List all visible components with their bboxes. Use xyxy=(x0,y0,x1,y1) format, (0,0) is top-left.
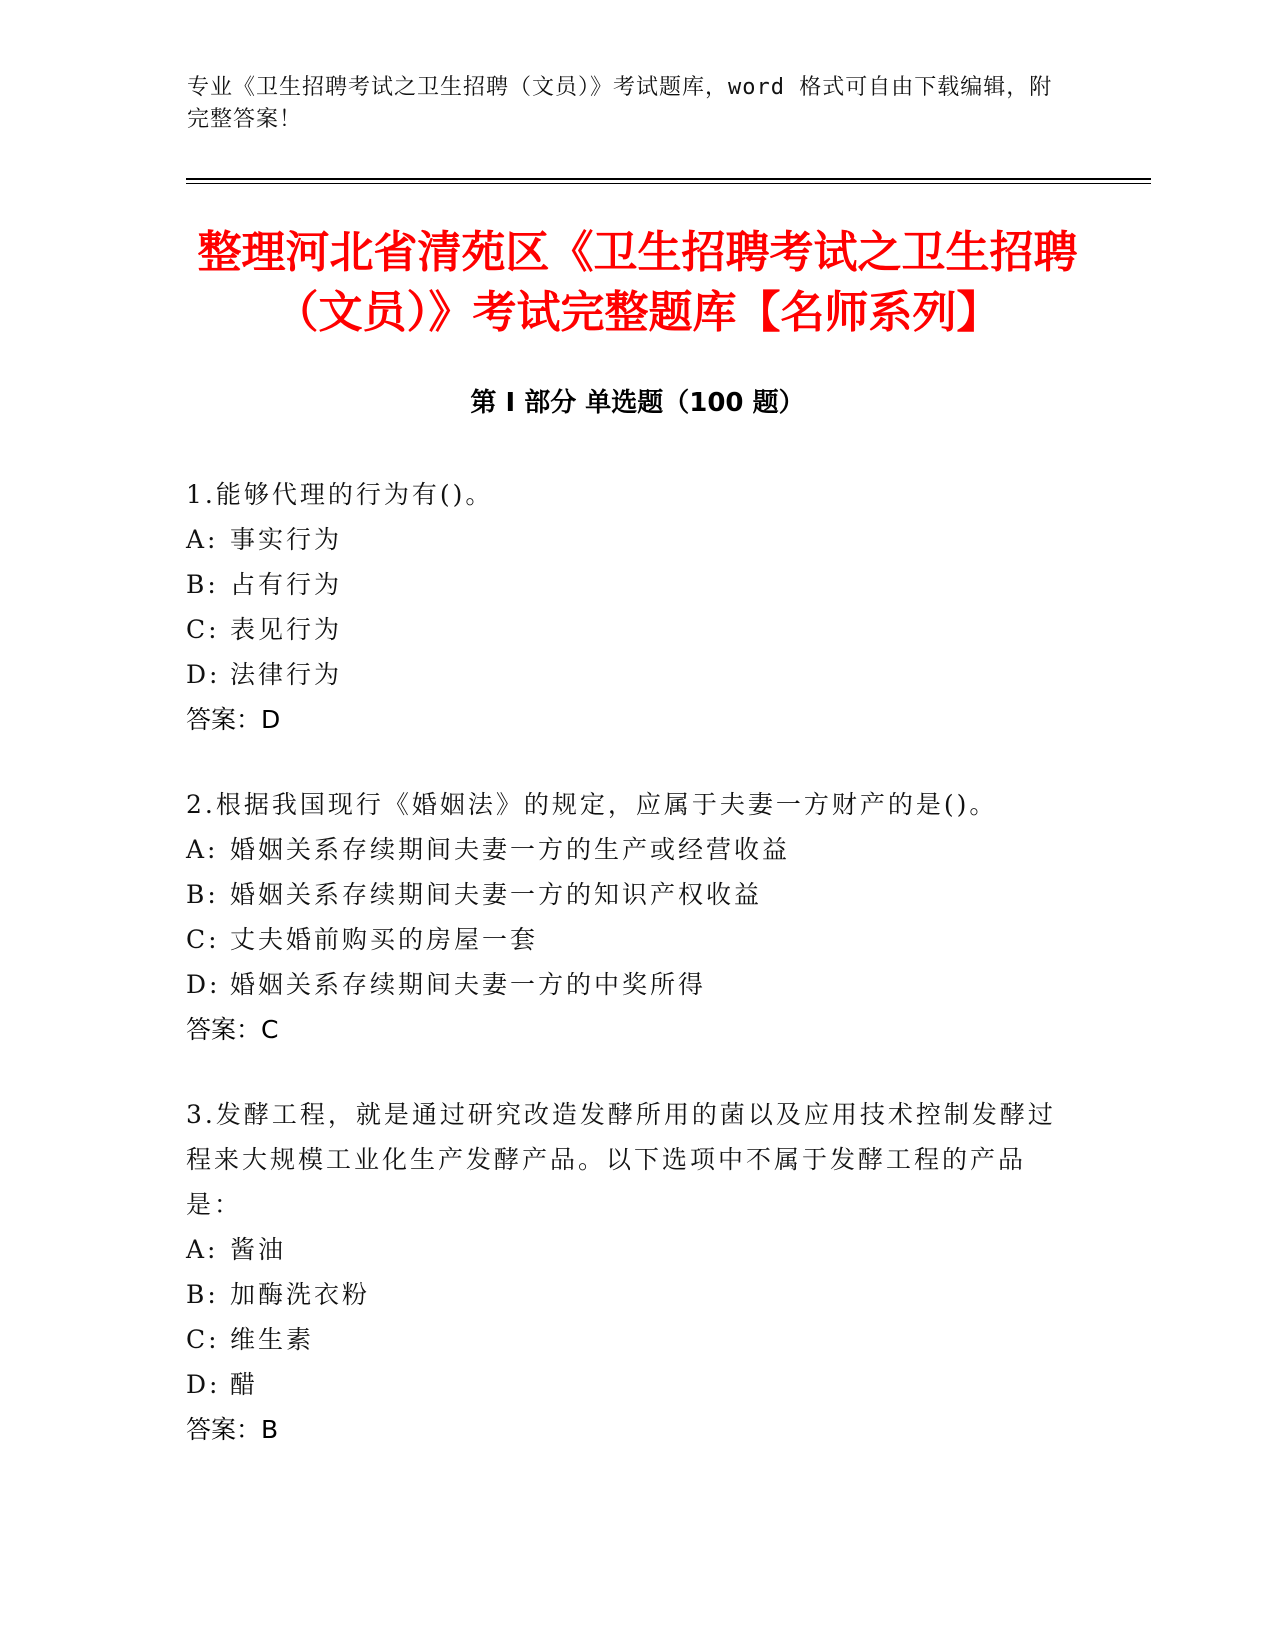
option-b xyxy=(186,1272,1066,1317)
option-key: A: xyxy=(186,1235,219,1264)
option-text: 醋 xyxy=(230,1370,259,1399)
option-key: B: xyxy=(186,1280,219,1309)
option-key: D: xyxy=(186,1370,221,1399)
section-heading: 第 I 部分 单选题（100 题） xyxy=(470,388,805,418)
option-key: C: xyxy=(186,925,220,954)
option-text: 表见行为 xyxy=(230,615,343,644)
header-divider-thin xyxy=(186,183,1151,184)
option-c xyxy=(186,917,1066,962)
header-divider-thick xyxy=(186,178,1151,180)
option-text: 占有行为 xyxy=(230,570,343,599)
option-text: 维生素 xyxy=(230,1325,315,1354)
document-title: 整理河北省清苑区《卫生招聘考试之卫生招聘（文员）》考试完整题库【名师系列】 xyxy=(197,227,1078,338)
option-a xyxy=(186,517,1066,562)
option-c xyxy=(186,607,1066,652)
option-key: B: xyxy=(186,570,219,599)
option-text: 丈夫婚前购买的房屋一套 xyxy=(230,925,539,954)
question-list xyxy=(186,472,1066,1492)
option-text: 事实行为 xyxy=(230,525,343,554)
question-1 xyxy=(186,472,1066,742)
option-key: C: xyxy=(186,615,220,644)
option-d xyxy=(186,962,1066,1007)
option-key: A: xyxy=(186,525,219,554)
option-text: 婚姻关系存续期间夫妻一方的中奖所得 xyxy=(230,970,707,999)
question-3 xyxy=(186,1092,1066,1452)
answer: 答案：B xyxy=(186,1415,279,1444)
option-d xyxy=(186,652,1066,697)
option-text: 加酶洗衣粉 xyxy=(230,1280,371,1309)
question-stem: 2.根据我国现行《婚姻法》的规定，应属于夫妻一方财产的是()。 xyxy=(186,790,998,819)
option-a xyxy=(186,1227,1066,1272)
option-key: B: xyxy=(186,880,219,909)
option-b xyxy=(186,872,1066,917)
option-c xyxy=(186,1317,1066,1362)
option-text: 酱油 xyxy=(230,1235,287,1264)
option-key: C: xyxy=(186,1325,220,1354)
answer: 答案：C xyxy=(186,1015,279,1044)
question-2 xyxy=(186,782,1066,1052)
question-stem: 1.能够代理的行为有()。 xyxy=(186,480,494,509)
answer: 答案：D xyxy=(186,705,281,734)
option-a xyxy=(186,827,1066,872)
option-d xyxy=(186,1362,1066,1407)
option-b xyxy=(186,562,1066,607)
option-key: D: xyxy=(186,660,221,689)
question-stem: 3.发酵工程，就是通过研究改造发酵所用的菌以及应用技术控制发酵过程来大规模工业化生产发酵产品。以下选项中不属于发酵工程的产品是： xyxy=(186,1100,1056,1219)
option-text: 法律行为 xyxy=(230,660,343,689)
option-text: 婚姻关系存续期间夫妻一方的知识产权收益 xyxy=(230,880,763,909)
option-text: 婚姻关系存续期间夫妻一方的生产或经营收益 xyxy=(230,835,791,864)
option-key: A: xyxy=(186,835,219,864)
header-note: 专业《卫生招聘考试之卫生招聘（文员）》考试题库，word 格式可自由下载编辑，附完整答案！ xyxy=(187,75,1053,132)
option-key: D: xyxy=(186,970,221,999)
